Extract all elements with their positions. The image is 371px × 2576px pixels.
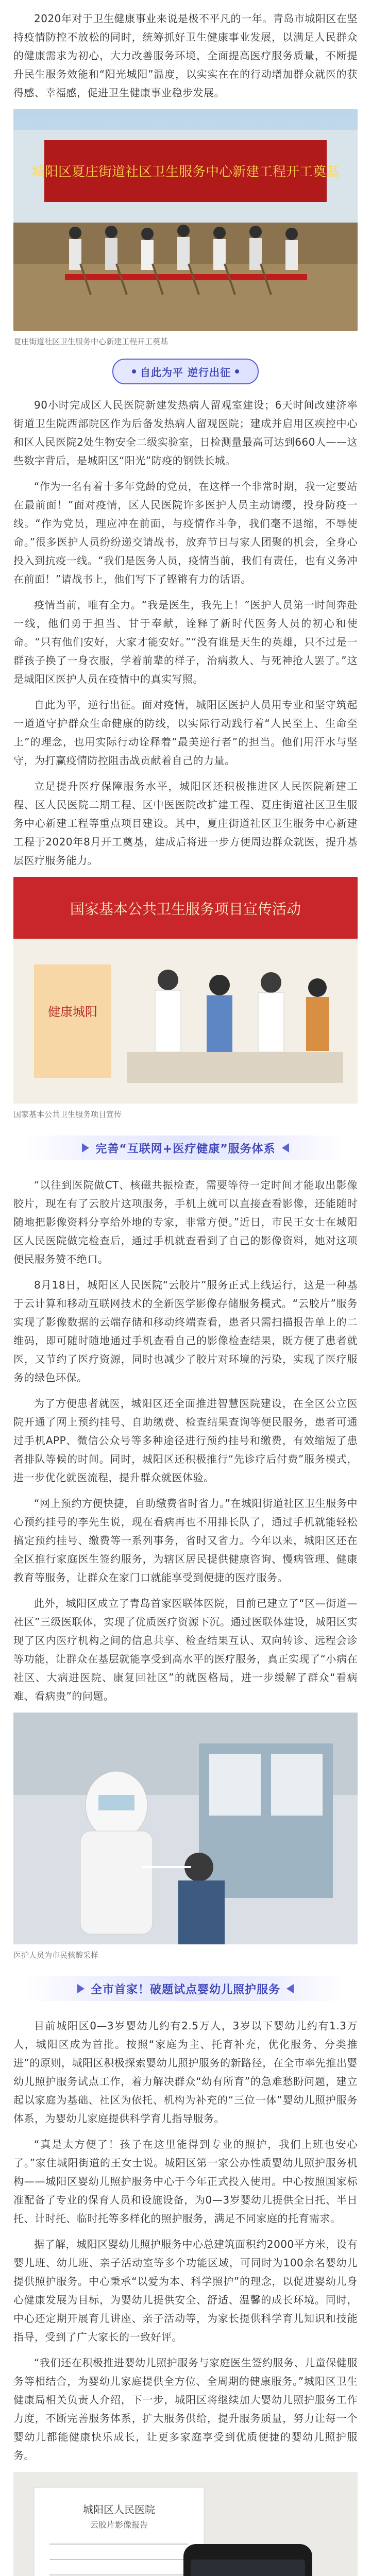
ceremony-banner-text: 城阳区夏庄街道社区卫生服务中心新建工程开工奠基 [31,164,340,179]
section2-paragraph-2: 8月18日，城阳区人民医院“云胶片”服务正式上线运行，这是一种基于云计算和移动互联网技术的全新医学影像存储服务模式。“云胶片”服务实现了影像数据的云端存储和移动终端查看，患者只需扫描报告单上的二维码，即可随时随地通过手机查看自己的影像检查结果，既方便了患者就医，又节约了医疗资源，同时也减少了胶片对环境的污染，实现了医疗服务的绿色环保。 [13,1279,358,1384]
section-heading-3-text: 全市首家！破题试点婴幼儿照护服务 [90,1983,280,1996]
section3-paragraph-4: “我们还在积极推进婴幼儿照护服务与家庭医生签约服务、儿童保健服务等相结合，为婴幼儿家庭提供全方位、全周期的健康服务。”城阳区卫生健康局相关负责人介绍，下一步，城阳区将继续加大婴幼儿照护服务工作力度，不断完善服务体系，扩大服务供给，提升服务质量，努力让每一个婴幼儿都能健康快乐成长，让更多家庭享受到优质便捷的婴幼儿照护服务。 [13,2357,358,2462]
section-heading-3-title [26,1976,345,2001]
section-heading-2-title [26,1136,345,1160]
triangle-right-icon [82,1143,89,1153]
cloud-film-photo [13,2472,358,2576]
section-heading-2 [26,1131,345,1164]
promotion-sign-text: 健康城阳 [48,1005,97,1019]
groundbreaking-photo-caption: 夏庄街道社区卫生服务中心新建工程开工奠基 [13,337,168,346]
promotion-banner-text: 国家基本公共卫生服务项目宣传活动 [70,901,301,917]
intro-paragraph: 2020年对于卫生健康事业来说是极不平凡的一年。青岛市城阳区在坚持疫情防控不放松的同时，统筹抓好卫生健康事业发展，以满足人民群众的健康需求为初心，大力改善服务环境，全面提高医疗服务质量，不断提升民生服务效能和“阳光城阳”温度，以实实在在的行动增加群众就医的获得感、幸福感，促进卫生健康事业稳步发展。 [13,12,358,99]
section2-paragraph-5: 此外，城阳区成立了青岛首家医联体医院，目前已建立了“区—街道—社区”三级医联体，实现了优质医疗资源下沉。通过医联体建设，城阳区实现了区内医疗机构之间的信息共享、检查结果互认、双向转诊、远程会诊等功能，让群众在基层就能享受到高水平的医疗服务，真正实现了“小病在社区、大病进医院、康复回社区”的就医格局，进一步缓解了群众“看病难、看病贵”的问题。 [13,1597,358,1702]
section1-paragraph-2: “作为一名有着十多年党龄的党员，在这样一个非常时期，我一定要站在最前面！”面对疫情，区人民医院许多医护人员主动请缨，投身防疫一线。“作为党员，理应冲在前面，与疫情作斗争，我们毫不退缩，不辱使命。”很多医护人员纷纷递交请战书，放弃节日与家人团聚的机会，全身心投入到抗疫一线。“我们是医务人员，疫情当前，我们有责任，也有义务冲在前面！”请战书上，他们写下了铿锵有力的话语。 [13,480,358,585]
section2-paragraph-4: “网上预约方便快捷，自助缴费省时省力。”在城阳街道社区卫生服务中心预约挂号的李先生说，现在看病再也不用排长队了，通过手机就能轻松搞定预约挂号、缴费等一系列事务，省时又省力。今年以来，城阳区还在全区推行家庭医生签约服务，为辖区居民提供健康咨询、慢病管理、健康教育等服务，让群众在家门口就能享受到便捷的医疗服务。 [13,1497,358,1584]
report-doc-subtitle: 云胶片影像报告 [90,2521,148,2530]
bullet-icon [132,369,136,374]
section1-paragraph-3: 疫情当前，唯有全力。“我是医生，我先上！”医护人员第一时间奔赴一线，他们勇于担当、甘于奉献，诠释了新时代医务人员的初心和使命。“只有他们安好，大家才能安好。”“没有谁是天生的英雄，只不过是一群孩子换了一身衣服，学着前辈的样子，治病救人、与死神抢人罢了。”这是城阳区医护人员在疫情中的真实写照。 [13,599,358,685]
triangle-right-icon [77,1984,85,1993]
section3-paragraph-1: 目前城阳区0—3岁婴幼儿约有2.5万人，3岁以下婴幼儿约有1.3万人，城阳区成为首批。按照“家庭为主、托育补充，优化服务、分类推进”的原则，城阳区积极探索婴幼儿照护服务的新路径，在全市率先推出婴幼儿照护服务试点工作，着力解决群众“幼有所育”的急难愁盼问题，建立起以家庭为基础、社区为依托、机构为补充的“三位一体”婴幼儿照护服务体系，为婴幼儿家庭提供科学育儿指导服务。 [13,2020,358,2125]
section-heading-3 [26,1972,345,2005]
section3-paragraph-2: “真是太方便了！孩子在这里能得到专业的照护，我们上班也安心了。”家住城阳街道的王女士说。城阳区第一家公办性质婴幼儿照护服务机构——城阳区婴幼儿照护服务中心于今年正式投入使用。中心按照国家标准配备了专业的保育人员和设施设备，为0—3岁婴幼儿提供全日托、半日托、计时托、临时托等多样化的照护服务，满足不同家庭的托育需求。 [13,2138,358,2225]
section3-paragraph-3: 据了解，城阳区婴幼儿照护服务中心总建筑面积约2000平方米，设有婴儿班、幼儿班、亲子活动室等多个功能区域，可同时为100余名婴幼儿提供照护服务。中心秉承“以爱为本、科学照护”的理念，以促进婴幼儿身心健康发展为目标，为婴幼儿提供安全、舒适、温馨的成长环境。同时，中心还定期开展育儿讲座、亲子活动等，为家长提供科学育儿知识和技能指导，受到了广大家长的一致好评。 [13,2238,358,2343]
section1-paragraph-5: 立足提升医疗保障服务水平，城阳区还积极推进区人民医院新建工程、区人民医院二期工程、区中医医院改扩建工程、夏庄街道社区卫生服务中心新建工程等重点项目建设。其中，夏庄街道社区卫生服务中心新建工程于2020年8月开工奠基，建成后将进一步方便周边群众就医，提升基层医疗服务能力。 [13,780,358,867]
sampling-photo [13,1713,358,1944]
report-doc-title: 城阳区人民医院 [83,2504,155,2516]
section1-paragraph-4: 自此为平，逆行出征。面对疫情，城阳区医护人员用专业和坚守筑起一道道守护群众生命健康的防线，以实际行动践行着“人民至上、生命至上”的理念，也用实际行动诠释着“最美逆行者”的担当。他们用汗水与坚守，为打赢疫情防控阻击战贡献着自己的力量。 [13,699,358,767]
sampling-photo-caption: 医护人员为市民核酸采样 [13,1951,99,1960]
section-heading-2-text: 完善“互联网+医疗健康”服务体系 [95,1142,276,1156]
section2-paragraph-3: 为了方便患者就医，城阳区还全面推进智慧医院建设，在全区公立医院开通了网上预约挂号、自助缴费、检查结果查询等便民服务，患者可通过手机APP、微信公众号等多种途径进行预约挂号和缴费，有效缩短了患者排队等候的时间。同时，城阳区还积极推行“先诊疗后付费”服务模式，进一步优化就医流程，提升群众就医体验。 [13,1397,358,1484]
section-heading-1 [112,359,259,384]
section-heading-1-text: 自此为平 逆行出征 [140,366,231,379]
public-health-photo-caption: 国家基本公共卫生服务项目宣传 [13,1110,122,1119]
groundbreaking-photo [13,109,358,331]
triangle-left-icon [286,1984,294,1993]
bullet-icon [235,369,239,374]
section1-paragraph-1: 90小时完成区人民医院新建发热病人留观室建设；6天时间改建济率街道卫生院西部院区作为后备发热病人留观医院；建成并启用区疾控中心和区人民医院2处生物安全二级实验室，日检测量最高可达到660人——这些数字背后，是城阳区“阳光”防疫的钢铁长城。 [13,399,358,467]
section2-paragraph-1: “以往到医院做CT、核磁共振检查，需要等待一定时间才能取出影像胶片，现在有了云胶片这项服务，手机上就可以直接查看影像，还能随时随地把影像资料分享给外地的专家，非常方便。”近日，市民王女士在城阳区人民医院做完检查后，通过手机就查看到了自己的影像资料，她对这项便民服务赞不绝口。 [13,1179,358,1265]
public-health-photo [13,877,358,1104]
triangle-left-icon [282,1143,289,1153]
